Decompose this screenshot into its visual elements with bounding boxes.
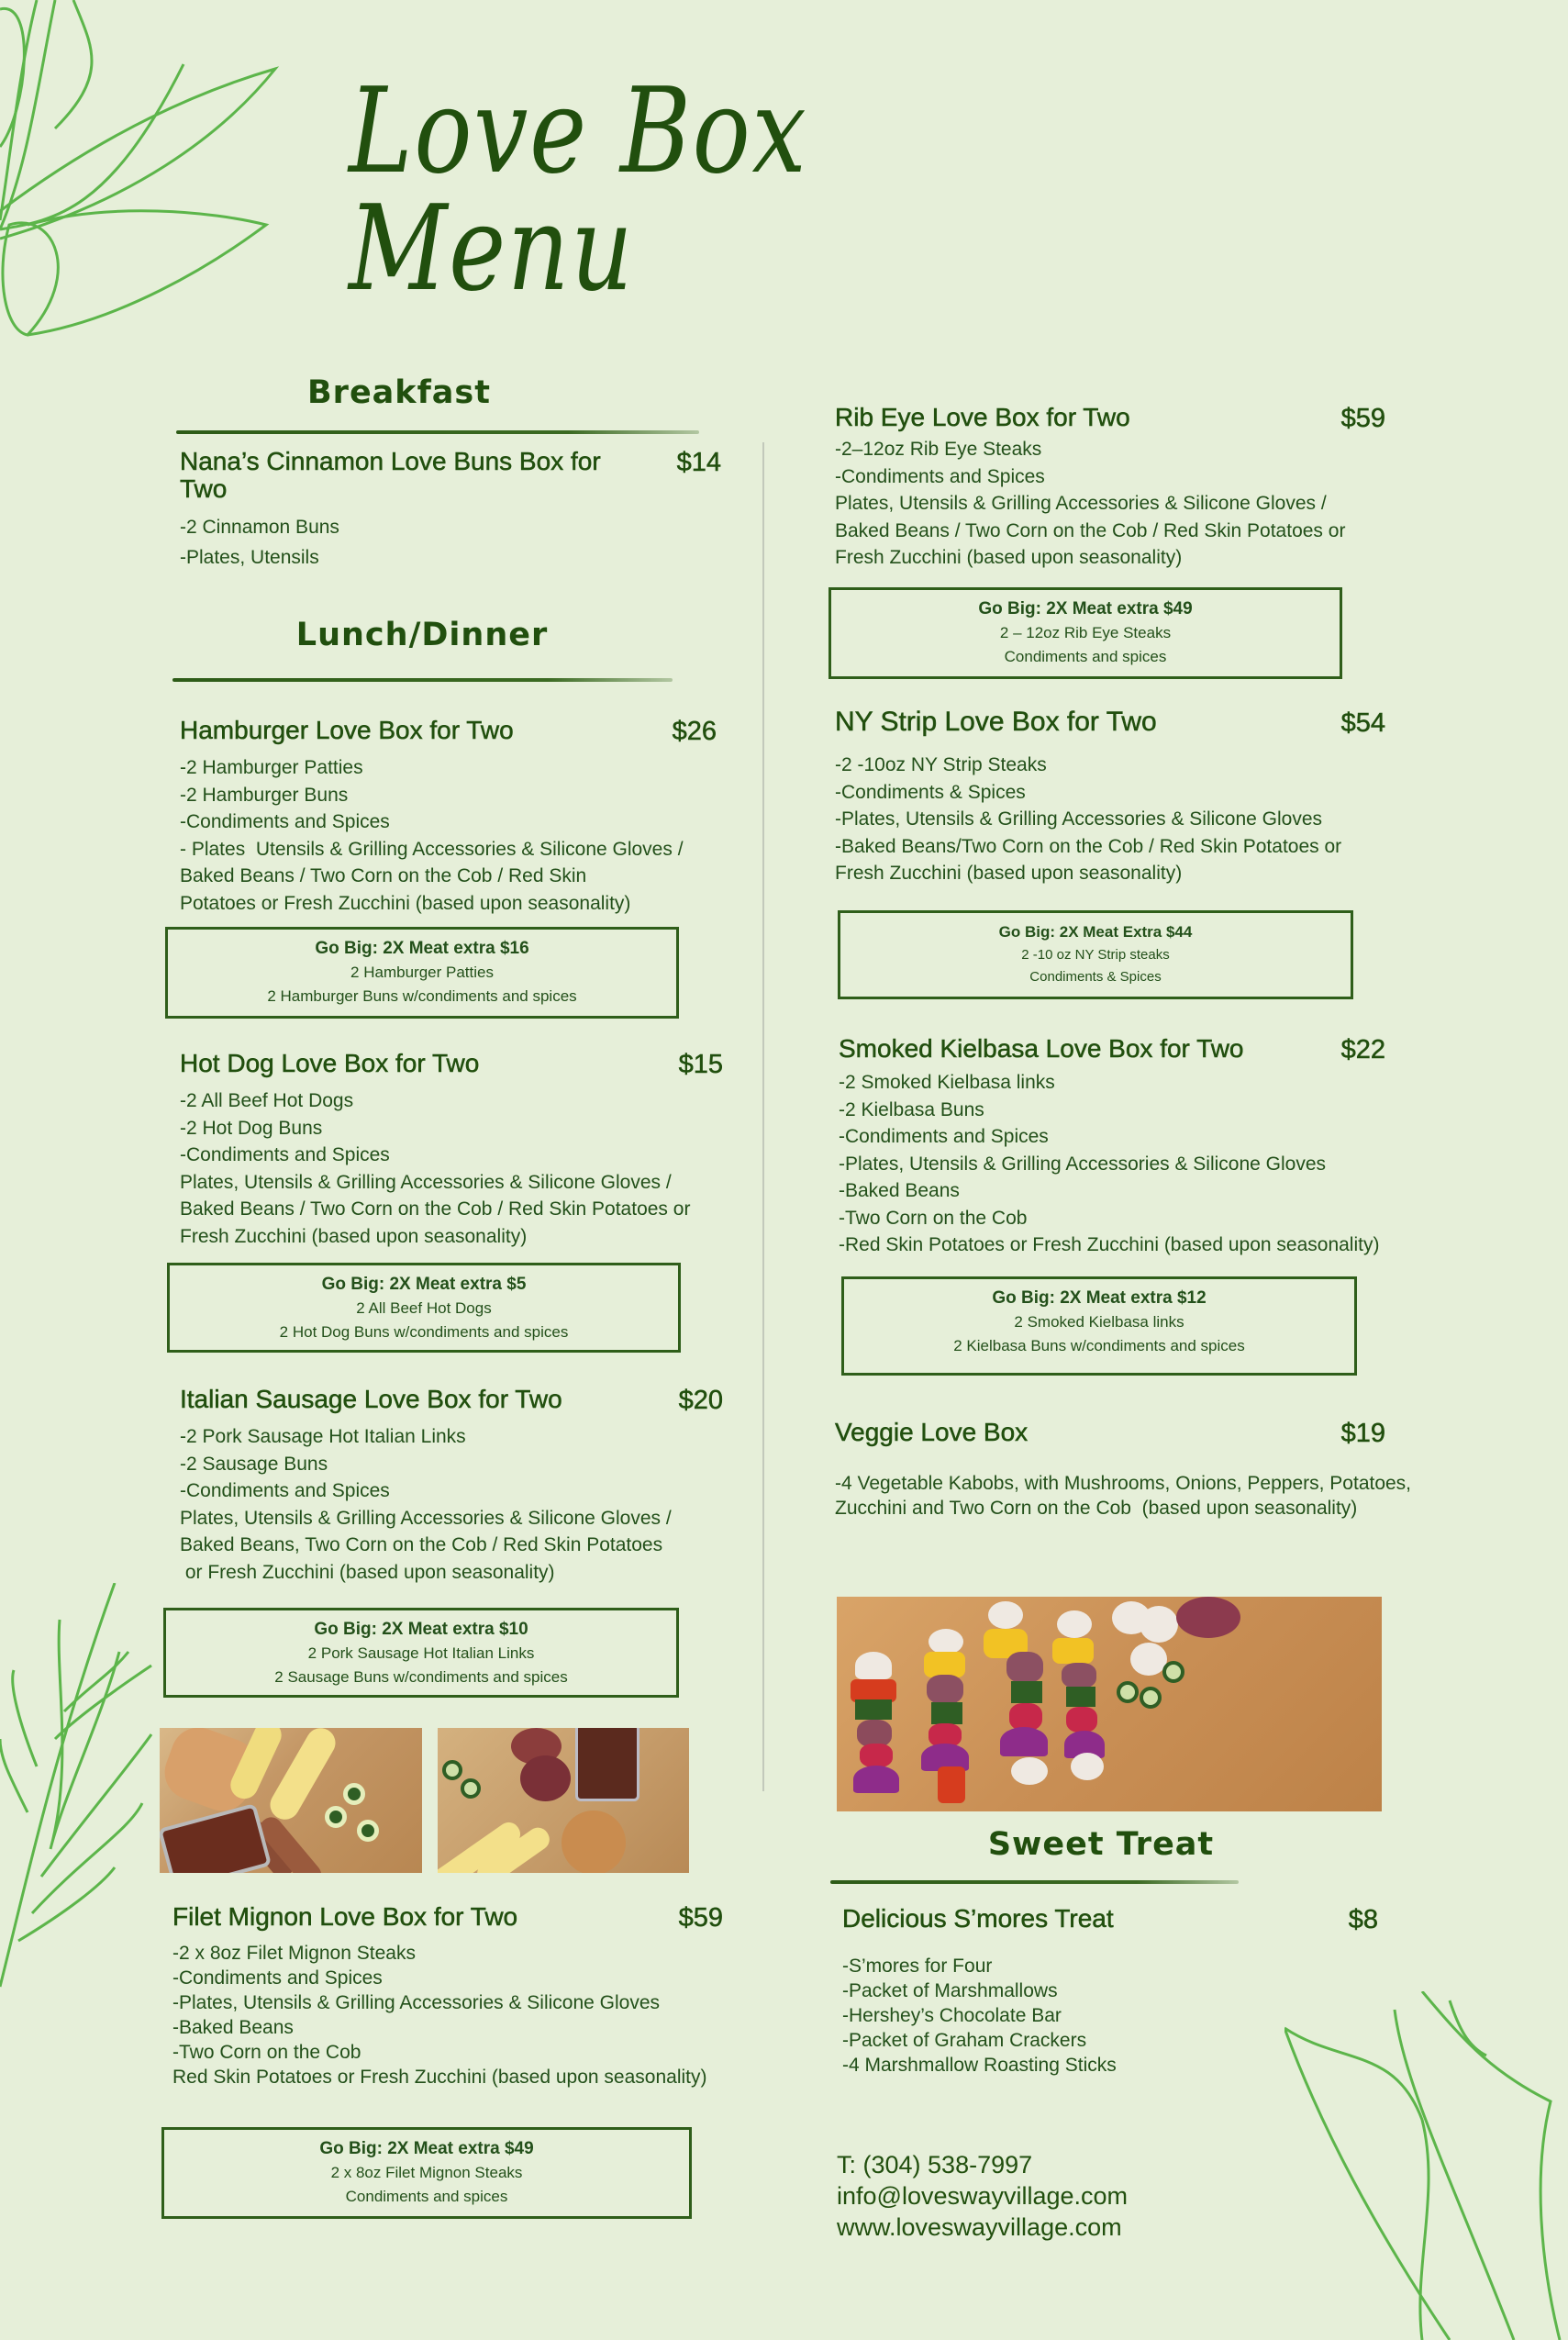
item-name: Veggie Love Box [835,1418,1029,1446]
contact-info [837,2149,1128,2243]
item-description: -2 -10oz NY Strip Steaks -Condiments & Spices -Plates, Utensils & Grilling Accessories & Silicone Gloves -Baked Beans/Two Corn on the Cob / Red Skin Potatoes or Fresh Zucchini (based upon seasonality) [835,754,1342,884]
item-price: $15 [678,1050,723,1079]
item-name: Delicious S’mores Treat [842,1904,1114,1933]
menu-item-cinnamon [180,448,721,573]
item-price: $22 [1340,1035,1385,1064]
menu-item-italian-sausage [180,1386,723,1586]
menu-item-rib-eye [835,404,1385,572]
go-big-box: Go Big: 2X Meat extra $49 2 – 12oz Rib Eye Steaks Condiments and spices [828,587,1342,679]
menu-item-hotdog [180,1050,723,1250]
item-name: Smoked Kielbasa Love Box for Two [839,1034,1244,1063]
go-big-box: Go Big: 2X Meat extra $16 2 Hamburger Patties 2 Hamburger Buns w/condiments and spices [165,927,679,1019]
photo-hotdog-ingredients [160,1728,422,1873]
go-big-box: Go Big: 2X Meat extra $49 2 x 8oz Filet Mignon Steaks Condiments and spices [161,2127,692,2219]
item-name: NY Strip Love Box for Two [835,707,1157,737]
leaf-illustration-bottom-left [0,1583,165,1996]
leaf-illustration-top-left [0,0,312,340]
item-description: -2 Cinnamon Buns -Plates, Utensils [180,517,339,568]
section-title-sweet-treat: Sweet Treat [987,1826,1215,1863]
section-title-breakfast: Breakfast [307,374,491,411]
contact-website[interactable]: www.loveswayvillage.com [837,2213,1122,2241]
item-name: Nana’s Cinnamon Love Buns Box for Two [180,447,601,503]
go-big-box: Go Big: 2X Meat extra $5 2 All Beef Hot Dogs 2 Hot Dog Buns w/condiments and spices [167,1263,681,1353]
go-big-box: Go Big: 2X Meat extra $12 2 Smoked Kielbasa links 2 Kielbasa Buns w/condiments and spices [841,1276,1357,1376]
photo-hamburger-ingredients [438,1728,689,1873]
menu-item-ny-strip [835,708,1385,887]
item-price: $20 [678,1386,723,1415]
item-description: -2 Smoked Kielbasa links -2 Kielbasa Buns -Condiments and Spices -Plates, Utensils & Grilling Accessories & Silicone Gloves -Baked Beans -Two Corn on the Cob -Red Skin Potatoes or Fresh Zucchini (based upon seasonality) [839,1072,1380,1255]
menu-item-veggie [835,1419,1422,1521]
section-title-lunch-dinner: Lunch/Dinner [295,617,549,653]
item-description: -2 Pork Sausage Hot Italian Links -2 Sausage Buns -Condiments and Spices Plates, Utensils & Grilling Accessories & Silicone Gloves / Baked Beans, Two Corn on the Cob / Red Skin Potatoes or Fresh Zucchini (based upon seasonality) [180,1426,672,1583]
item-description: -4 Vegetable Kabobs, with Mushrooms, Onions, Peppers, Potatoes, Zucchini and Two Corn on the Cob (based upon seasonality) [835,1473,1412,1519]
contact-phone: T: (304) 538-7997 [837,2151,1033,2178]
item-description: -2 All Beef Hot Dogs -2 Hot Dog Buns -Condiments and Spices Plates, Utensils & Grilling Accessories & Silicone Gloves / Baked Beans / Two Corn on the Cob / Red Skin Potatoes or Fresh Zucchini (based upon seasonality) [180,1090,691,1247]
item-name: Hamburger Love Box for Two [180,716,514,744]
item-price: $54 [1340,708,1385,738]
section-rule [830,1880,1239,1884]
section-rule [172,678,673,682]
menu-title: Love Box Menu [349,63,808,318]
menu-item-filet-mignon [172,1903,723,2089]
item-price: $14 [676,448,721,477]
item-name: Rib Eye Love Box for Two [835,403,1130,431]
item-price: $19 [1340,1419,1385,1448]
menu-item-hamburger [180,717,717,917]
item-description: -2 x 8oz Filet Mignon Steaks -Condiments and Spices -Plates, Utensils & Grilling Accessories & Silicone Gloves -Baked Beans -Two Corn on the Cob Red Skin Potatoes or Fresh Zucchini (based upon seasonality) [172,1943,707,2088]
item-price: $59 [1340,404,1385,433]
go-big-box: Go Big: 2X Meat extra $10 2 Pork Sausage Hot Italian Links 2 Sausage Buns w/condiments and spices [163,1608,679,1698]
item-price: $59 [678,1903,723,1933]
menu-item-smores [842,1905,1384,2078]
item-name: Filet Mignon Love Box for Two [172,1902,518,1931]
go-big-box: Go Big: 2X Meat Extra $44 2 -10 oz NY Strip steaks Condiments & Spices [838,910,1353,999]
item-name: Italian Sausage Love Box for Two [180,1385,562,1413]
item-description: -2 Hamburger Patties -2 Hamburger Buns -Condiments and Spices - Plates Utensils & Grilling Accessories & Silicone Gloves / Baked Beans / Two Corn on the Cob / Red Skin Potatoes or Fresh Zucchini (based upon seasonality) [180,757,684,914]
item-description: -2–12oz Rib Eye Steaks -Condiments and Spices Plates, Utensils & Grilling Accessories & Silicone Gloves / Baked Beans / Two Corn on the Cob / Red Skin Potatoes or Fresh Zucchini (based upon seasonality) [835,439,1346,568]
menu-item-smoked-kielbasa [839,1035,1385,1259]
item-price: $8 [1348,1905,1378,1934]
contact-email[interactable]: info@loveswayvillage.com [837,2182,1129,2210]
column-divider [762,442,764,1791]
item-name: Hot Dog Love Box for Two [180,1049,480,1077]
section-rule [176,430,699,434]
photo-vegetable-kabobs [837,1597,1382,1811]
item-description: -S’mores for Four -Packet of Marshmallows -Hershey’s Chocolate Bar -Packet of Graham Crackers -4 Marshmallow Roasting Sticks [842,1956,1117,2076]
item-price: $26 [672,717,717,746]
